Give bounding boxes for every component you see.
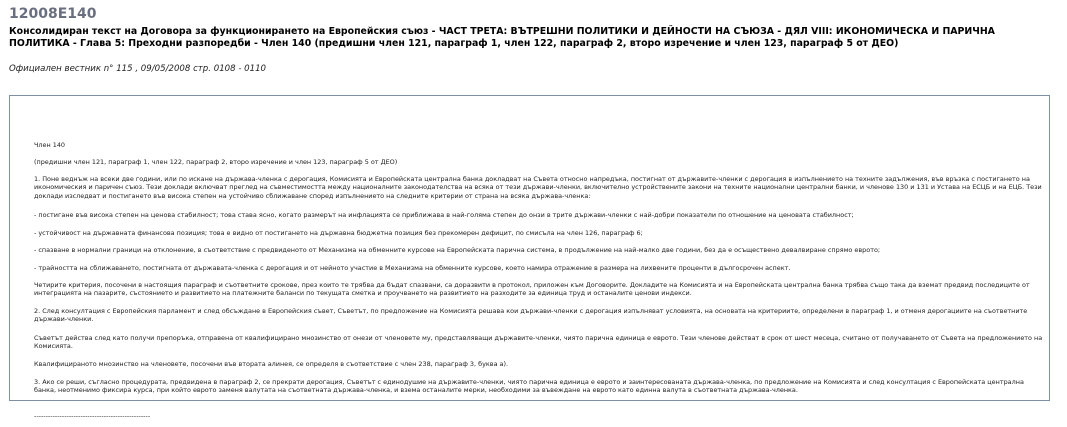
document-id: 12008E140 <box>9 6 97 22</box>
criterion-fiscal-position: - устойчивост на държавната финансова позиция; това е видно от постигането на държавна бюджетна позиция без прекомерен дефицит, по смисъла на член 126, параграф 6; <box>34 229 643 237</box>
article-heading: Член 140 <box>34 141 66 149</box>
criterion-interest-rates: - трайността на сближаването, постигната от държавата-членка с дерогация и от нейното участие в Механизма на обменните курсове, което намира отражение в размера на лихвените проценти в дългосрочен аспект. <box>34 264 791 272</box>
paragraph-qualified-majority: Квалифицираното мнозинство на членовете, посочени във втората алинея, се определя в съответствие с член 238, параграф 3, буква а). <box>34 360 509 368</box>
criterion-exchange-rate: - спазване в нормални граници на отклонение, в съответствие с предвиденото от Механизма на обменните курсове на Европейската парична система, в продължение на най-малко две години, без да е осъществено девалвиране спрямо еврото; <box>34 246 881 254</box>
criterion-price-stability: - постигане във висока степен на ценова стабилност; това става ясно, когато размерът на инфлацията се приближава в най-голяма степен до онзи в трите държави-членки с най-добри показатели по отношение на ценовата стабилност; <box>34 211 854 219</box>
article-subheading: (предишни член 121, параграф 1, член 122, параграф 2, второ изречение и член 123, параграф 5 от ДЕО) <box>34 158 398 166</box>
official-journal-reference: Официален вестник n° 115 , 09/05/2008 стр. 0108 - 0110 <box>9 64 267 74</box>
paragraph-criteria: Четирите критерия, посочени в настоящия параграф и съответните срокове, през които те трябва да бъдат спазвани, са доразвити в протокол, приложен към Договорите. Докладите на Комисията и на Европейската централна банка трябва също така да вземат предвид последиците от интеграцията на пазарите, състоянието и развитието на платежните баланси по текущата сметка и проучването на развитието на разходите за единица труд и останалите ценови индекси. <box>34 281 1030 298</box>
paragraph-council: Съветът действа след като получи препоръка, отправена от квалифицирано мнозинство от онези от членовете му, представляващи държавите-членки, чиято парична единица е еврото. Тези членове действат в срок от шест месеца, считано от получаването от Съвета на предложението на Комисията. <box>34 334 1043 351</box>
paragraph-1: 1. Поне веднъж на всеки две години, или по искане на държава-членка с дерогация, Комисията и Европейската централна банка докладват на Съвета относно напредъка, постигнат от държавите-членки с дерогация в изпълнението на техните задължения, във връзка с постигането на икономическия и паричен съюз. Тези доклади включват преглед на съвместимостта между националните законодателства на всяка от тези държави-членки, включително устройствените закони на техните национални централни банки, и членове 130 и 131 и Устава на ЕСЦБ и на ЕЦБ. Тези доклади изследват и постигането във висока степен на устойчиво сближаване според изпълнението на следните критерии от страна на всяка държава-членка: <box>34 175 1042 200</box>
article-text-box <box>9 95 1050 420</box>
paragraph-2: 2. След консултация с Европейския парламент и след обсъждане в Европейския съвет, Съветът, по предложение на Комисията решава кои държави-членки с дерогация изпълняват условията, на основата на критериите, определени в параграф 1, и отменя дерогациите на съответните държави-членки. <box>34 307 1028 324</box>
separator-line: -------------------------------------------------- <box>34 412 151 420</box>
document-title: Консолидиран текст на Договора за функционирането на Европейския съюз - ЧАСТ ТРЕТА: ВЪТРЕШНИ ПОЛИТИКИ И ДЕЙНОСТИ НА СЪЮЗА - ДЯЛ VIII: ИКОНОМИЧЕСКА И ПАРИЧНА ПОЛИТИКА - Глава 5: Преходни разпоредби - Член 140 (предишни член 121, параграф 1, член 122, параграф 2, второ изречение и член 123, параграф 5 от ДЕО) <box>9 26 995 49</box>
paragraph-3: 3. Ако се реши, съгласно процедурата, предвидена в параграф 2, се прекрати дерогация, Съветът с единодушие на държавите-членки, чиято парична единица е еврото и заинтересованата държава-членка, по предложение на Комисията и след консултация с Европейската централна банка, неотменимо фиксира курса, при който еврото заменя валутата на съответната държава-членка, и взема останалите мерки, необходими за въвеждане на еврото като единна валута в съответната държава-членка. <box>34 378 1024 395</box>
